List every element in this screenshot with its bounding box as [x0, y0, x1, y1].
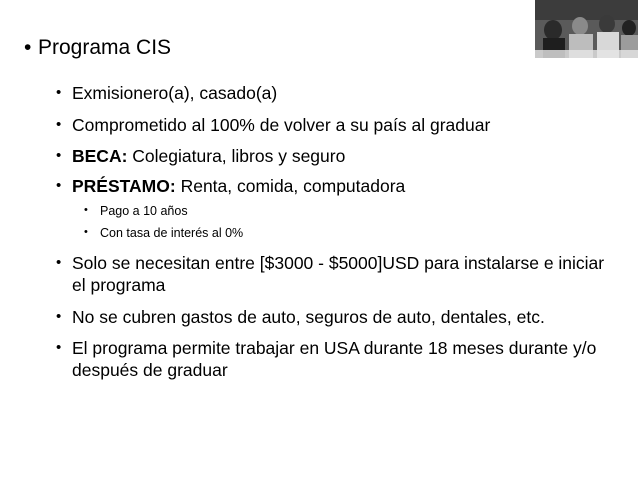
sub-item-text: Pago a 10 años: [100, 204, 188, 218]
item-text: Colegiatura, libros y seguro: [132, 146, 346, 166]
item-text: Solo se necesitan entre [$3000 - $5000]USD para instalarse e iniciar el programa: [72, 253, 605, 295]
item-text: El programa permite trabajar en USA durante 18 meses durante y/o después de graduar: [72, 338, 597, 380]
bullet: •: [56, 84, 62, 101]
bullet: •: [56, 254, 62, 271]
bullet: •: [24, 36, 32, 59]
item-text: Comprometido al 100% de volver a su país al graduar: [72, 115, 491, 135]
slide-title: Programa CIS: [38, 36, 172, 59]
list-item: [56, 82, 616, 104]
bullet: •: [56, 308, 62, 325]
item-text: Renta, comida, computadora: [180, 176, 406, 196]
bullet: •: [56, 116, 62, 133]
sub-item-text: Con tasa de interés al 0%: [100, 226, 244, 240]
list-item: [56, 175, 616, 197]
bullet: •: [56, 339, 62, 356]
list-item: [56, 114, 616, 136]
list-item: [56, 337, 616, 381]
bullet: •: [56, 147, 62, 164]
bullet: •: [84, 204, 88, 216]
item-text: Exmisionero(a), casado(a): [72, 83, 278, 103]
bullet: •: [56, 177, 62, 194]
item-label: BECA:: [72, 146, 128, 166]
bullet: •: [84, 226, 88, 238]
list-item: [56, 252, 616, 296]
list-item: [56, 145, 616, 167]
list-item: [56, 306, 616, 328]
classroom-photo: [535, 0, 638, 58]
item-text: No se cubren gastos de auto, seguros de auto, dentales, etc.: [72, 307, 545, 327]
item-label: PRÉSTAMO:: [72, 176, 176, 196]
